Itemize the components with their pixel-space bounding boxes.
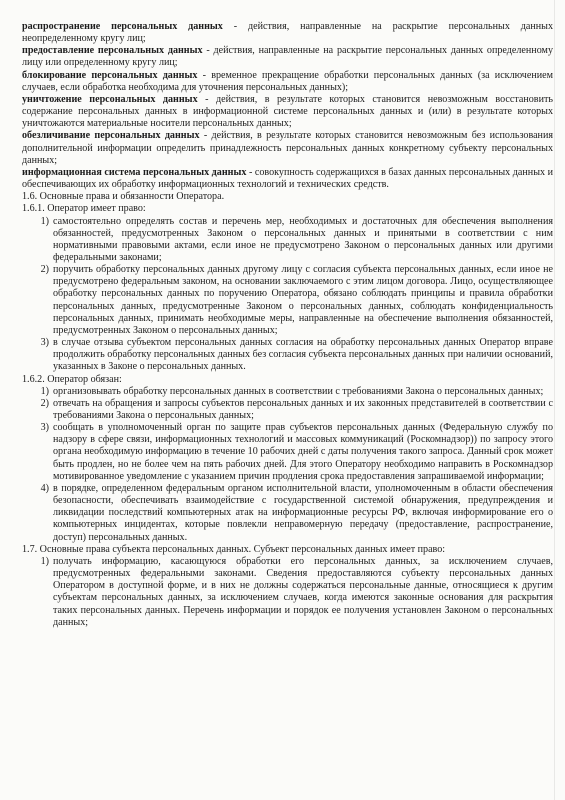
- list-item: [36, 337, 553, 373]
- list-item-number: 2): [40, 264, 49, 276]
- list-item: [36, 386, 553, 398]
- definitions-block: [22, 21, 553, 191]
- definition-text: - совокупность содержащихся в базах данных персональных данных и обеспечивающих их обработку информационных технологий и технических средств.: [22, 166, 554, 191]
- section-heading-1-7: 1.7. Основные права субъекта персональных данных. Субъект персональных данных имеет право:: [22, 543, 446, 555]
- definition-text: - действия, направленные на раскрытие персональных данных неопределенному кругу лиц;: [22, 21, 553, 45]
- list-item: [36, 483, 553, 544]
- list-item-number: 2): [40, 397, 49, 409]
- section-heading-1-6-1: 1.6.1. Оператор имеет право:: [22, 203, 146, 215]
- definition-term: уничтожение персональных данных: [22, 93, 198, 105]
- definition-destruction: [22, 94, 553, 130]
- list-item-text: самостоятельно определять состав и перечень мер, необходимых и достаточных для обеспечения выполнения обязанностей, предусмотренных Законом о персональных данных и принятыми в соответствии с ним нормативными правовыми актами, если иное не предусмотрено Законом о персональных данных или другими федеральными законами;: [53, 215, 553, 263]
- list-item-text: получать информацию, касающуюся обработки его персональных данных, за исключением случаев, предусмотренных федеральными законами. Сведения предоставляются субъекту персональных данных Оператором в доступной форме, и в них не должны содержаться персональные данные, относящиеся к другим субъектам персональных данных, за исключением случаев, когда имеются законные основания для раскрытия таких персональных данных. Перечень информации и порядок ее получения установлен Законом о персональных данных;: [53, 555, 553, 628]
- list-item: [36, 216, 553, 265]
- definition-term: информационная система персональных данных: [22, 166, 247, 178]
- list-item-number: 3): [40, 337, 49, 349]
- operator-rights-list: [22, 216, 553, 374]
- definition-provision: [22, 45, 553, 69]
- list-item-text: отвечать на обращения и запросы субъектов персональных данных и их законных представителей в соответствии с требованиями Закона о персональных данных;: [53, 397, 553, 421]
- list-item-number: 1): [40, 385, 49, 397]
- list-item-text: в случае отзыва субъектом персональных данных согласия на обработку персональных данных Оператор вправе продолжить обработку персональных данных без согласия субъекта персональных данных при наличии оснований, указанных в Законе о персональных данных.: [53, 337, 553, 373]
- list-item-number: 4): [40, 482, 49, 494]
- subject-rights-list: [22, 556, 553, 629]
- definition-depersonalization: [22, 130, 553, 166]
- section-heading-1-6: 1.6. Основные права и обязанности Оператора.: [22, 191, 225, 203]
- list-item-number: 1): [40, 215, 49, 227]
- definition-dissemination: [22, 21, 553, 45]
- list-item-text: организовывать обработку персональных данных в соответствии с требованиями Закона о персональных данных;: [53, 385, 544, 397]
- list-item: [36, 422, 553, 483]
- definition-text: - действия, направленные на раскрытие персональных данных определенному лицу или определенному кругу лиц;: [22, 45, 553, 69]
- definition-text: - действия, в результате которых становится невозможным без использования дополнительной информации определить принадлежность персональных данных конкретному субъекту персональных данных;: [22, 130, 553, 166]
- list-item-text: сообщать в уполномоченный орган по защите прав субъектов персональных данных (Федеральную службу по надзору в сфере связи, информационных технологий и массовых коммуникаций (Роскомнадзор)) по запросу этого органа необходимую информацию в течение 10 рабочих дней с даты получения такого запроса. Данный срок может быть продлен, но не более чем на пять рабочих дней. Для этого Оператору необходимо направить в Роскомнадзор мотивированное уведомление с указанием причин продления срока предоставления запрашиваемой информации;: [53, 422, 553, 482]
- definition-blocking: [22, 70, 553, 94]
- definition-term: блокирование персональных данных: [22, 69, 198, 81]
- list-item-text: в порядке, определенном федеральным органом исполнительной власти, уполномоченным в области обеспечения безопасности, обеспечивать взаимодействие с государственной системой обнаружения, предупреждения и ликвидации последствий компьютерных атак на информационные ресурсы РФ, включая информирование его о компьютерных инцидентах, которые повлекли неправомерную передачу (предоставление, распространение, доступ) персональных данных.: [53, 482, 553, 543]
- operator-duties-list: [22, 386, 553, 544]
- list-item-number: 3): [40, 422, 49, 434]
- definition-term: предоставление персональных данных: [22, 45, 203, 57]
- list-item-text: поручить обработку персональных данных другому лицу с согласия субъекта персональных данных, если иное не предусмотрено федеральным законом, на основании заключаемого с этим лицом договора. Лицо, осуществляющее обработку персональных данных по поручению Оператора, обязано соблюдать принципы и правила обработки персональных данных, предусмотренные Законом о персональных данных, соблюдать конфиденциальность персональных данных, принимать необходимые меры, направленные на обеспечение выполнения обязанностей, предусмотренных Законом о персональных данных;: [53, 264, 553, 336]
- list-item: [36, 398, 553, 422]
- definition-term: обезличивание персональных данных: [22, 130, 200, 142]
- list-item: [36, 264, 553, 337]
- definition-text: - временное прекращение обработки персональных данных (за исключением случаев, если обработка необходима для уточнения персональных данных);: [22, 69, 553, 93]
- list-item: [36, 556, 553, 629]
- definition-text: - действия, в результате которых становится невозможным восстановить содержание персональных данных в информационной системе персональных данных и (или) в результате которых уничтожаются материальные носители персональных данных;: [22, 93, 553, 130]
- section-heading-1-6-2: 1.6.2. Оператор обязан:: [22, 373, 122, 385]
- definition-term: распространение персональных данных: [22, 21, 223, 32]
- definition-information-system: [22, 167, 553, 191]
- list-item-number: 1): [40, 555, 49, 567]
